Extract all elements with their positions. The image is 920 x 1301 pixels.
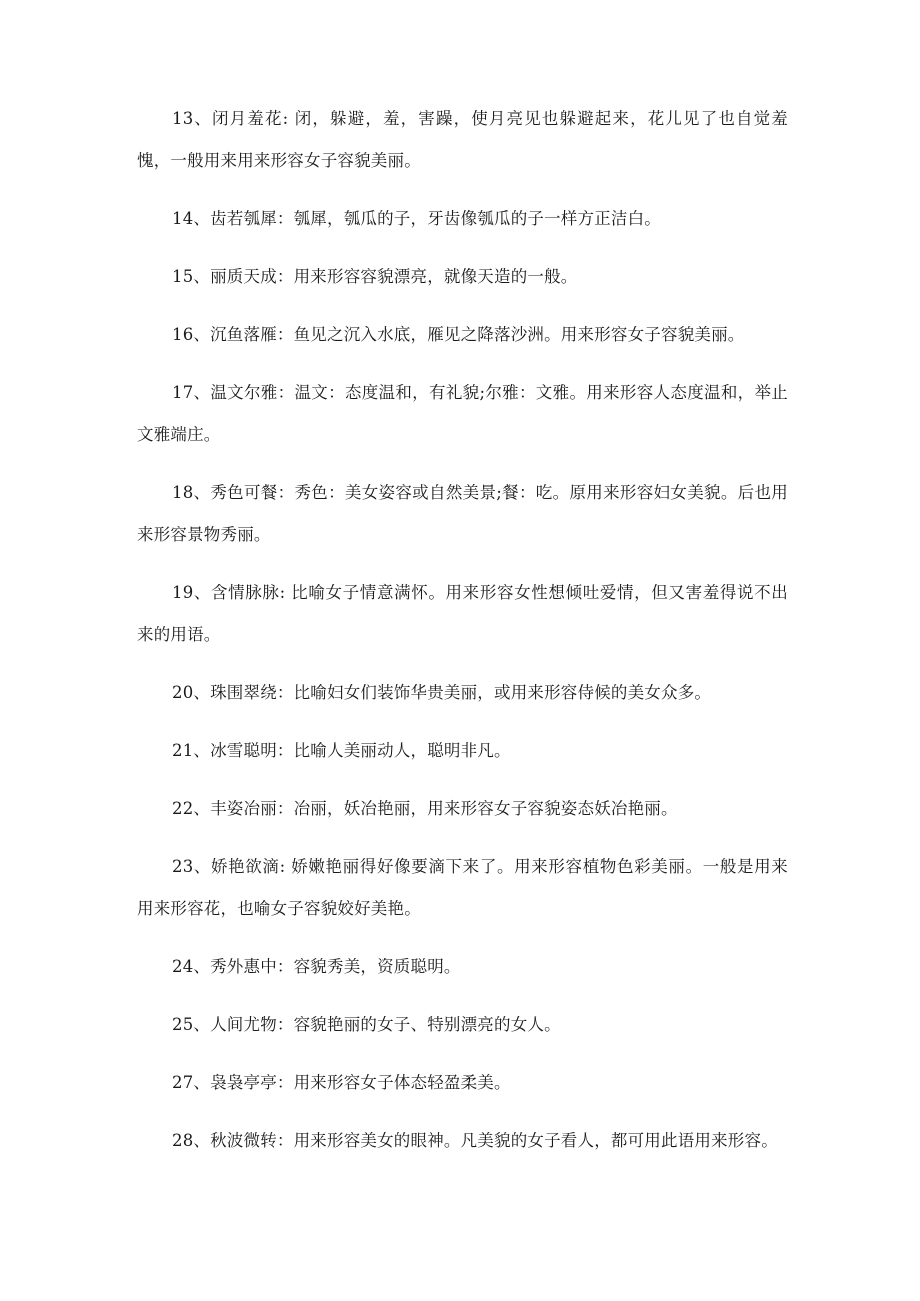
idiom-entry-22: 22、丰姿冶丽：冶丽，妖冶艳丽，用来形容女子容貌姿态妖冶艳丽。 (172, 799, 678, 818)
idiom-entry-16: 16、沉鱼落雁：鱼见之沉入水底，雁见之降落沙洲。用来形容女子容貌美丽。 (172, 325, 745, 344)
idiom-entry-23: 23、娇艳欲滴: 娇嫩艳丽得好像要滴下来了。用来形容植物色彩美丽。一般是用来用来形容花，也喻女子容貌姣好美艳。 (137, 857, 788, 918)
idiom-entry-13: 13、闭月羞花: 闭，躲避，羞，害躁，使月亮见也躲避起来，花儿见了也自觉羞愧，一般用来用来形容女子容貌美丽。 (137, 109, 788, 170)
idiom-entry-28: 28、秋波微转：用来形容美女的眼神。凡美貌的女子看人，都可用此语用来形容。 (172, 1131, 778, 1150)
idiom-entry-19: 19、含情脉脉: 比喻女子情意满怀。用来形容女性想倾吐爱情，但又害羞得说不出来的用语。 (137, 583, 788, 644)
idiom-entry-21: 21、冰雪聪明：比喻人美丽动人，聪明非凡。 (172, 741, 511, 760)
document-body (137, 98, 788, 1178)
idiom-entry-20: 20、珠围翠绕：比喻妇女们装饰华贵美丽，或用来形容侍候的美女众多。 (172, 683, 712, 702)
idiom-entry-15: 15、丽质天成：用来形容容貌漂亮，就像天造的一般。 (172, 267, 578, 286)
idiom-entry-25: 25、人间尤物：容貌艳丽的女子、特别漂亮的女人。 (172, 1015, 561, 1034)
idiom-entry-18: 18、秀色可餐：秀色：美女姿容或自然美景;餐：吃。原用来形容妇女美貌。后也用来形容景物秀丽。 (137, 483, 788, 544)
idiom-entry-14: 14、齿若瓠犀：瓠犀，瓠瓜的子，牙齿像瓠瓜的子一样方正洁白。 (172, 209, 661, 228)
idiom-entry-17: 17、温文尔雅：温文：态度温和，有礼貌;尔雅：文雅。用来形容人态度温和，举止文雅端庄。 (137, 383, 788, 444)
idiom-entry-27: 27、袅袅亭亭：用来形容女子体态轻盈柔美。 (172, 1073, 511, 1092)
idiom-entry-24: 24、秀外惠中：容貌秀美，资质聪明。 (172, 957, 461, 976)
